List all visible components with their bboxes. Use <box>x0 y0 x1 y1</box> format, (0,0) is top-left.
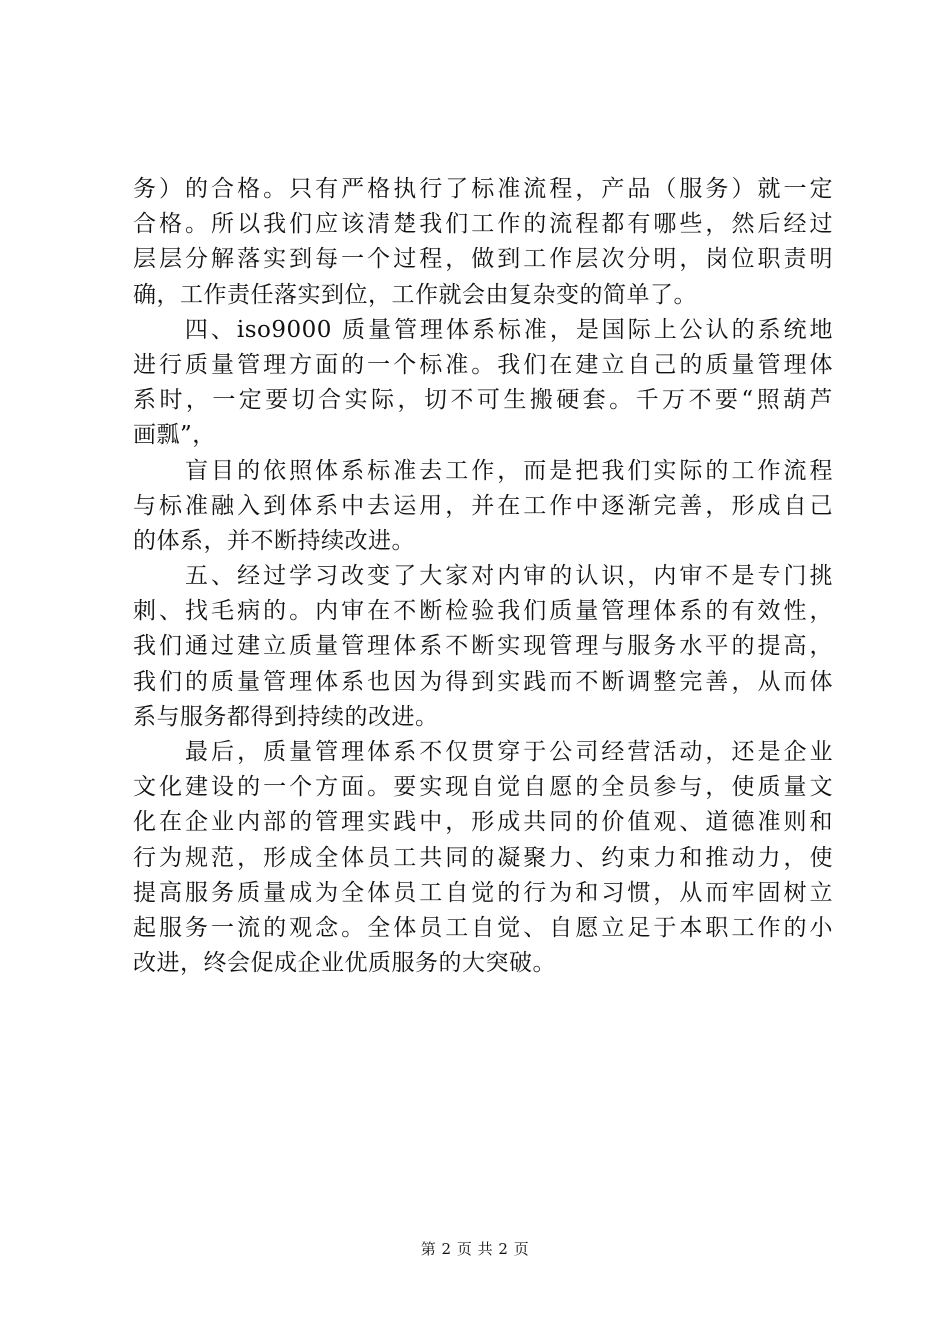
text-line: 我们的质量管理体系也因为得到实践而不断调整完善，从而体 <box>133 668 833 695</box>
page-number-footer: 第 2 页 共 2 页 <box>420 1240 530 1258</box>
text-line: 行为规范，形成全体员工共同的凝聚力、约束力和推动力，使 <box>133 844 833 871</box>
text-line: 文化建设的一个方面。要实现自觉自愿的全员参与，使质量文 <box>133 774 833 801</box>
text-line: 五、经过学习改变了大家对内审的认识，内审不是专门挑 <box>133 563 833 590</box>
text-line: 刺、找毛病的。内审在不断检验我们质量管理体系的有效性， <box>133 598 833 625</box>
text-line: 务）的合格。只有严格执行了标准流程，产品（服务）就一定 <box>133 176 833 202</box>
text-line: 层层分解落实到每一个过程，做到工作层次分明，岗位职责明 <box>133 246 833 273</box>
text-line: 我们通过建立质量管理体系不断实现管理与服务水平的提高， <box>133 633 833 660</box>
text-line: 确，工作责任落实到位，工作就会由复杂变的简单了。 <box>133 281 697 308</box>
text-line: 系时，一定要切合实际，切不可生搬硬套。千万不要“照葫芦 <box>133 387 833 414</box>
document-body <box>133 172 833 981</box>
text-line: 四、iso9000 质量管理体系标准，是国际上公认的系统地 <box>133 316 833 343</box>
text-line: 起服务一流的观念。全体员工自觉、自愿立足于本职工作的小 <box>133 914 833 941</box>
text-line: 系与服务都得到持续的改进。 <box>133 703 439 730</box>
text-line: 合格。所以我们应该清楚我们工作的流程都有哪些，然后经过 <box>133 211 833 238</box>
text-line: 画瓢”， <box>133 422 216 449</box>
text-line: 提高服务质量成为全体员工自觉的行为和习惯，从而牢固树立 <box>133 879 833 906</box>
text-line: 盲目的依照体系标准去工作，而是把我们实际的工作流程 <box>133 457 833 484</box>
text-line: 进行质量管理方面的一个标准。我们在建立自己的质量管理体 <box>133 351 833 378</box>
text-line: 最后，质量管理体系不仅贯穿于公司经营活动，还是企业 <box>133 739 833 765</box>
text-line: 与标准融入到体系中去运用，并在工作中逐渐完善，形成自己 <box>133 492 833 519</box>
text-line: 的体系，并不断持续改进。 <box>133 527 415 554</box>
text-line: 化在企业内部的管理实践中，形成共同的价值观、道德准则和 <box>133 809 833 836</box>
text-line: 改进，终会促成企业优质服务的大突破。 <box>133 950 556 977</box>
